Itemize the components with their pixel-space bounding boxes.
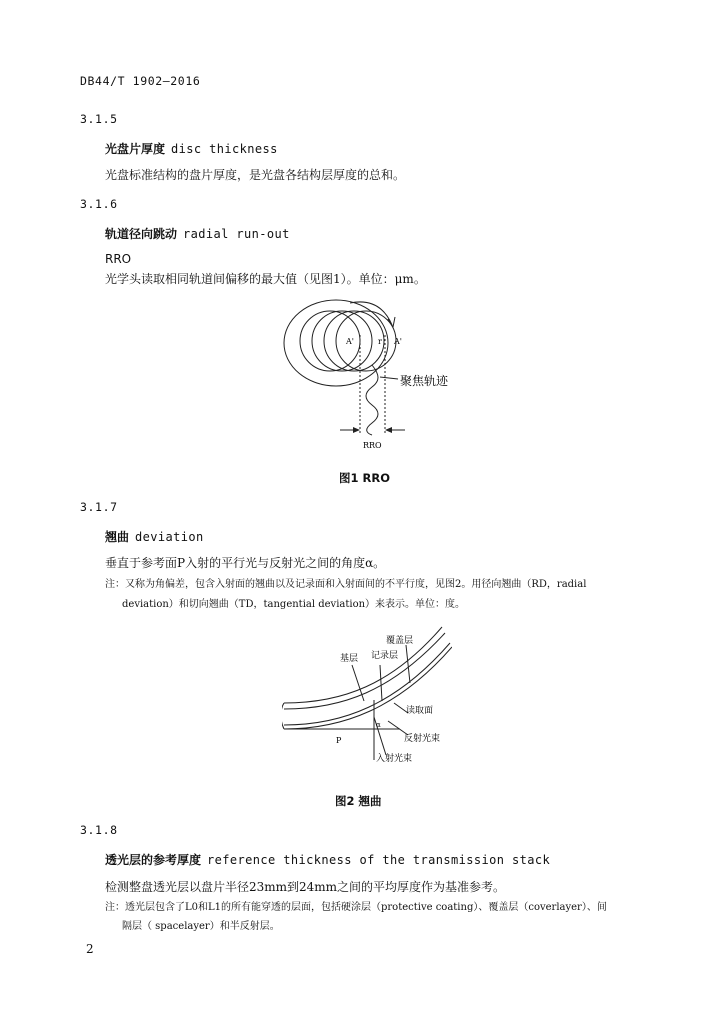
term-radial-run-out xyxy=(105,225,290,242)
track-circle-3 xyxy=(324,311,384,371)
term-en: reference thickness of the transmission stack xyxy=(207,853,551,867)
figure-2-deviation-diagram xyxy=(282,625,452,775)
label-rro: RRO xyxy=(363,441,382,450)
term-abbreviation: RRO xyxy=(105,252,132,266)
leader-substrate xyxy=(352,665,364,701)
term-en: deviation xyxy=(135,530,204,544)
label-read-surface: 读取面 xyxy=(406,706,434,716)
rotation-arc xyxy=(350,302,392,325)
label-p: P xyxy=(336,736,342,745)
note-3-1-7-line-1: 注：又称为角偏差，包含入射面的翘曲以及记录面和入射面间的不平行度，见图2。用径向翘曲（RD，radial xyxy=(105,579,587,590)
label-reflect-beam: 反射光束 xyxy=(404,734,441,744)
leader-cover xyxy=(406,645,410,683)
term-cn: 光盘片厚度 xyxy=(105,142,166,156)
label-a-right: A' xyxy=(394,337,402,346)
label-r: r xyxy=(378,337,382,346)
page-number: 2 xyxy=(86,942,94,956)
label-focus-track: 聚焦轨迹 xyxy=(400,374,449,388)
leader-line xyxy=(380,377,398,379)
document-code: DB44/T 1902—2016 xyxy=(80,74,201,88)
label-incident-beam: 入射光束 xyxy=(376,754,413,764)
note-3-1-8-line-1: 注：透光层包含了L0和L1的所有能穿透的层面，包括硬涂层（protective coating）、覆盖层（coverlayer）、间 xyxy=(105,902,607,913)
term-en: radial run-out xyxy=(183,227,290,241)
figure-1-caption: 图1 RRO xyxy=(339,471,390,485)
label-alpha: α xyxy=(376,721,381,729)
label-record: 记录层 xyxy=(371,651,399,661)
curve-cut-edge xyxy=(282,703,284,729)
leader-reflect xyxy=(388,721,408,735)
term-en: disc thickness xyxy=(171,142,278,156)
curve-bottom xyxy=(284,647,452,729)
note-3-1-8-line-2: 隔层（ spacelayer）和半反射层。 xyxy=(122,921,280,932)
track-circle-2 xyxy=(312,311,372,371)
figure-1-rro-diagram xyxy=(280,295,450,455)
section-number-3-1-6: 3.1.6 xyxy=(80,197,118,211)
section-number-3-1-8: 3.1.8 xyxy=(80,823,118,837)
term-deviation xyxy=(105,528,204,545)
curve-record-top xyxy=(284,633,445,709)
definition-3-1-6: 光学头读取相同轨道间偏移的最大值（见图1）。单位：μm。 xyxy=(105,272,426,286)
track-circle-4 xyxy=(336,311,396,371)
term-disc-thickness xyxy=(105,140,278,157)
label-cover: 覆盖层 xyxy=(386,636,414,646)
figure-2-caption: 图2 翘曲 xyxy=(335,794,382,808)
term-reference-thickness xyxy=(105,851,550,868)
curve-cover-top xyxy=(284,627,442,703)
focus-track-spiral xyxy=(366,365,378,435)
section-number-3-1-5: 3.1.5 xyxy=(80,112,118,126)
note-3-1-7-line-2: deviation）和切向翘曲（TD，tangential deviation）来表示。单位：度。 xyxy=(122,599,466,610)
definition-3-1-5: 光盘标准结构的盘片厚度，是光盘各结构层厚度的总和。 xyxy=(105,168,406,182)
term-cn: 轨道径向跳动 xyxy=(105,227,178,241)
term-cn: 透光层的参考厚度 xyxy=(105,853,202,867)
definition-3-1-7: 垂直于参考面P入射的平行光与反射光之间的角度α。 xyxy=(105,556,386,570)
term-cn: 翘曲 xyxy=(105,530,130,544)
label-a-left: A' xyxy=(346,337,354,346)
leader-record xyxy=(380,665,382,701)
label-substrate: 基层 xyxy=(340,654,359,664)
definition-3-1-8: 检测整盘透光层以盘片半径23mm到24mm之间的平均厚度作为基准参考。 xyxy=(105,880,506,894)
section-number-3-1-7: 3.1.7 xyxy=(80,500,118,514)
